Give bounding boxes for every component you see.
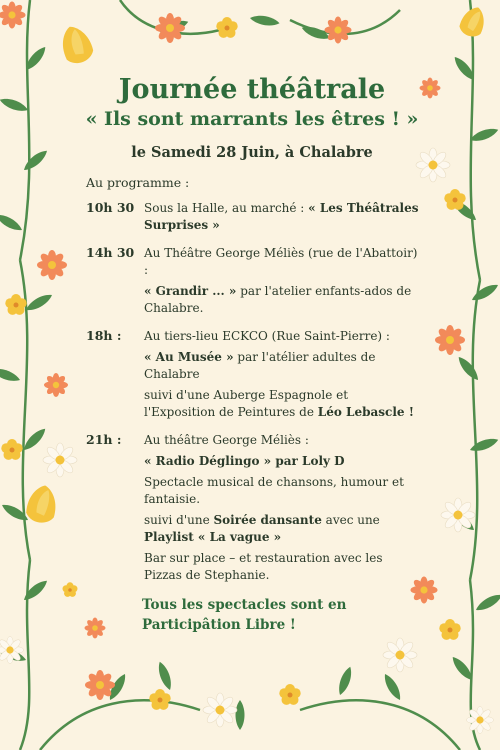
program-text: Au Théâtre George Méliès (rue de l'Abattoir) : [144, 246, 418, 277]
program-text: Bar sur place – et restauration avec les Pizzas de Stephanie. [144, 551, 383, 582]
program-text: Spectacle musical de chansons, humour et fantaisie. [144, 475, 404, 506]
program-time: 10h 30 [86, 200, 135, 215]
program-description [144, 200, 420, 238]
program-show-title: « Les Théâtrales Surprises » [144, 201, 419, 232]
program-time: 18h : [86, 328, 122, 343]
footer-note [142, 595, 420, 635]
program-item [84, 200, 420, 238]
program-highlight: Playlist « La vague » [144, 530, 282, 544]
program-show-title: « Au Musée » [144, 350, 234, 364]
poster-title: Journée théâtrale [118, 74, 386, 105]
program-text: avec une [321, 513, 380, 527]
program-text: par l'atelier enfants-ados de Chalabre. [144, 284, 412, 315]
footer-line: Participâtion Libre ! [142, 617, 296, 633]
program-time: 21h : [86, 432, 122, 447]
program-text: par l'atélier adultes de Chalabre [144, 350, 376, 381]
program-text: Au théâtre George Méliès : [144, 433, 309, 447]
program-description [144, 245, 420, 321]
poster-content [84, 70, 420, 635]
program-show-title: « Radio Déglingo » par Loly D [144, 454, 345, 468]
program-text: suivi d'une [144, 513, 214, 527]
program-description [144, 328, 420, 425]
program-time: 14h 30 [86, 245, 135, 260]
event-date: le Samedi 28 Juin, à Chalabre [131, 144, 373, 161]
program-label: Au programme : [86, 175, 190, 190]
program-item [84, 245, 420, 321]
program-item [84, 432, 420, 588]
artist-name: Léo Lebascle ! [317, 405, 414, 419]
program-item [84, 328, 420, 425]
program-text: Au tiers-lieu ECKCO (Rue Saint-Pierre) : [144, 329, 390, 343]
program-description [144, 432, 420, 588]
program-highlight: Soirée dansante [213, 513, 322, 527]
program-show-title: « Grandir ... » [144, 284, 237, 298]
footer-line: Tous les spectacles sont en [142, 597, 347, 613]
poster-subtitle: « Ils sont marrants les êtres ! » [85, 108, 419, 130]
program-text: suivi d'une Auberge Espagnole et l'Exposition de Peintures de [144, 388, 349, 419]
program-text: Sous la Halle, au marché : [144, 201, 309, 215]
